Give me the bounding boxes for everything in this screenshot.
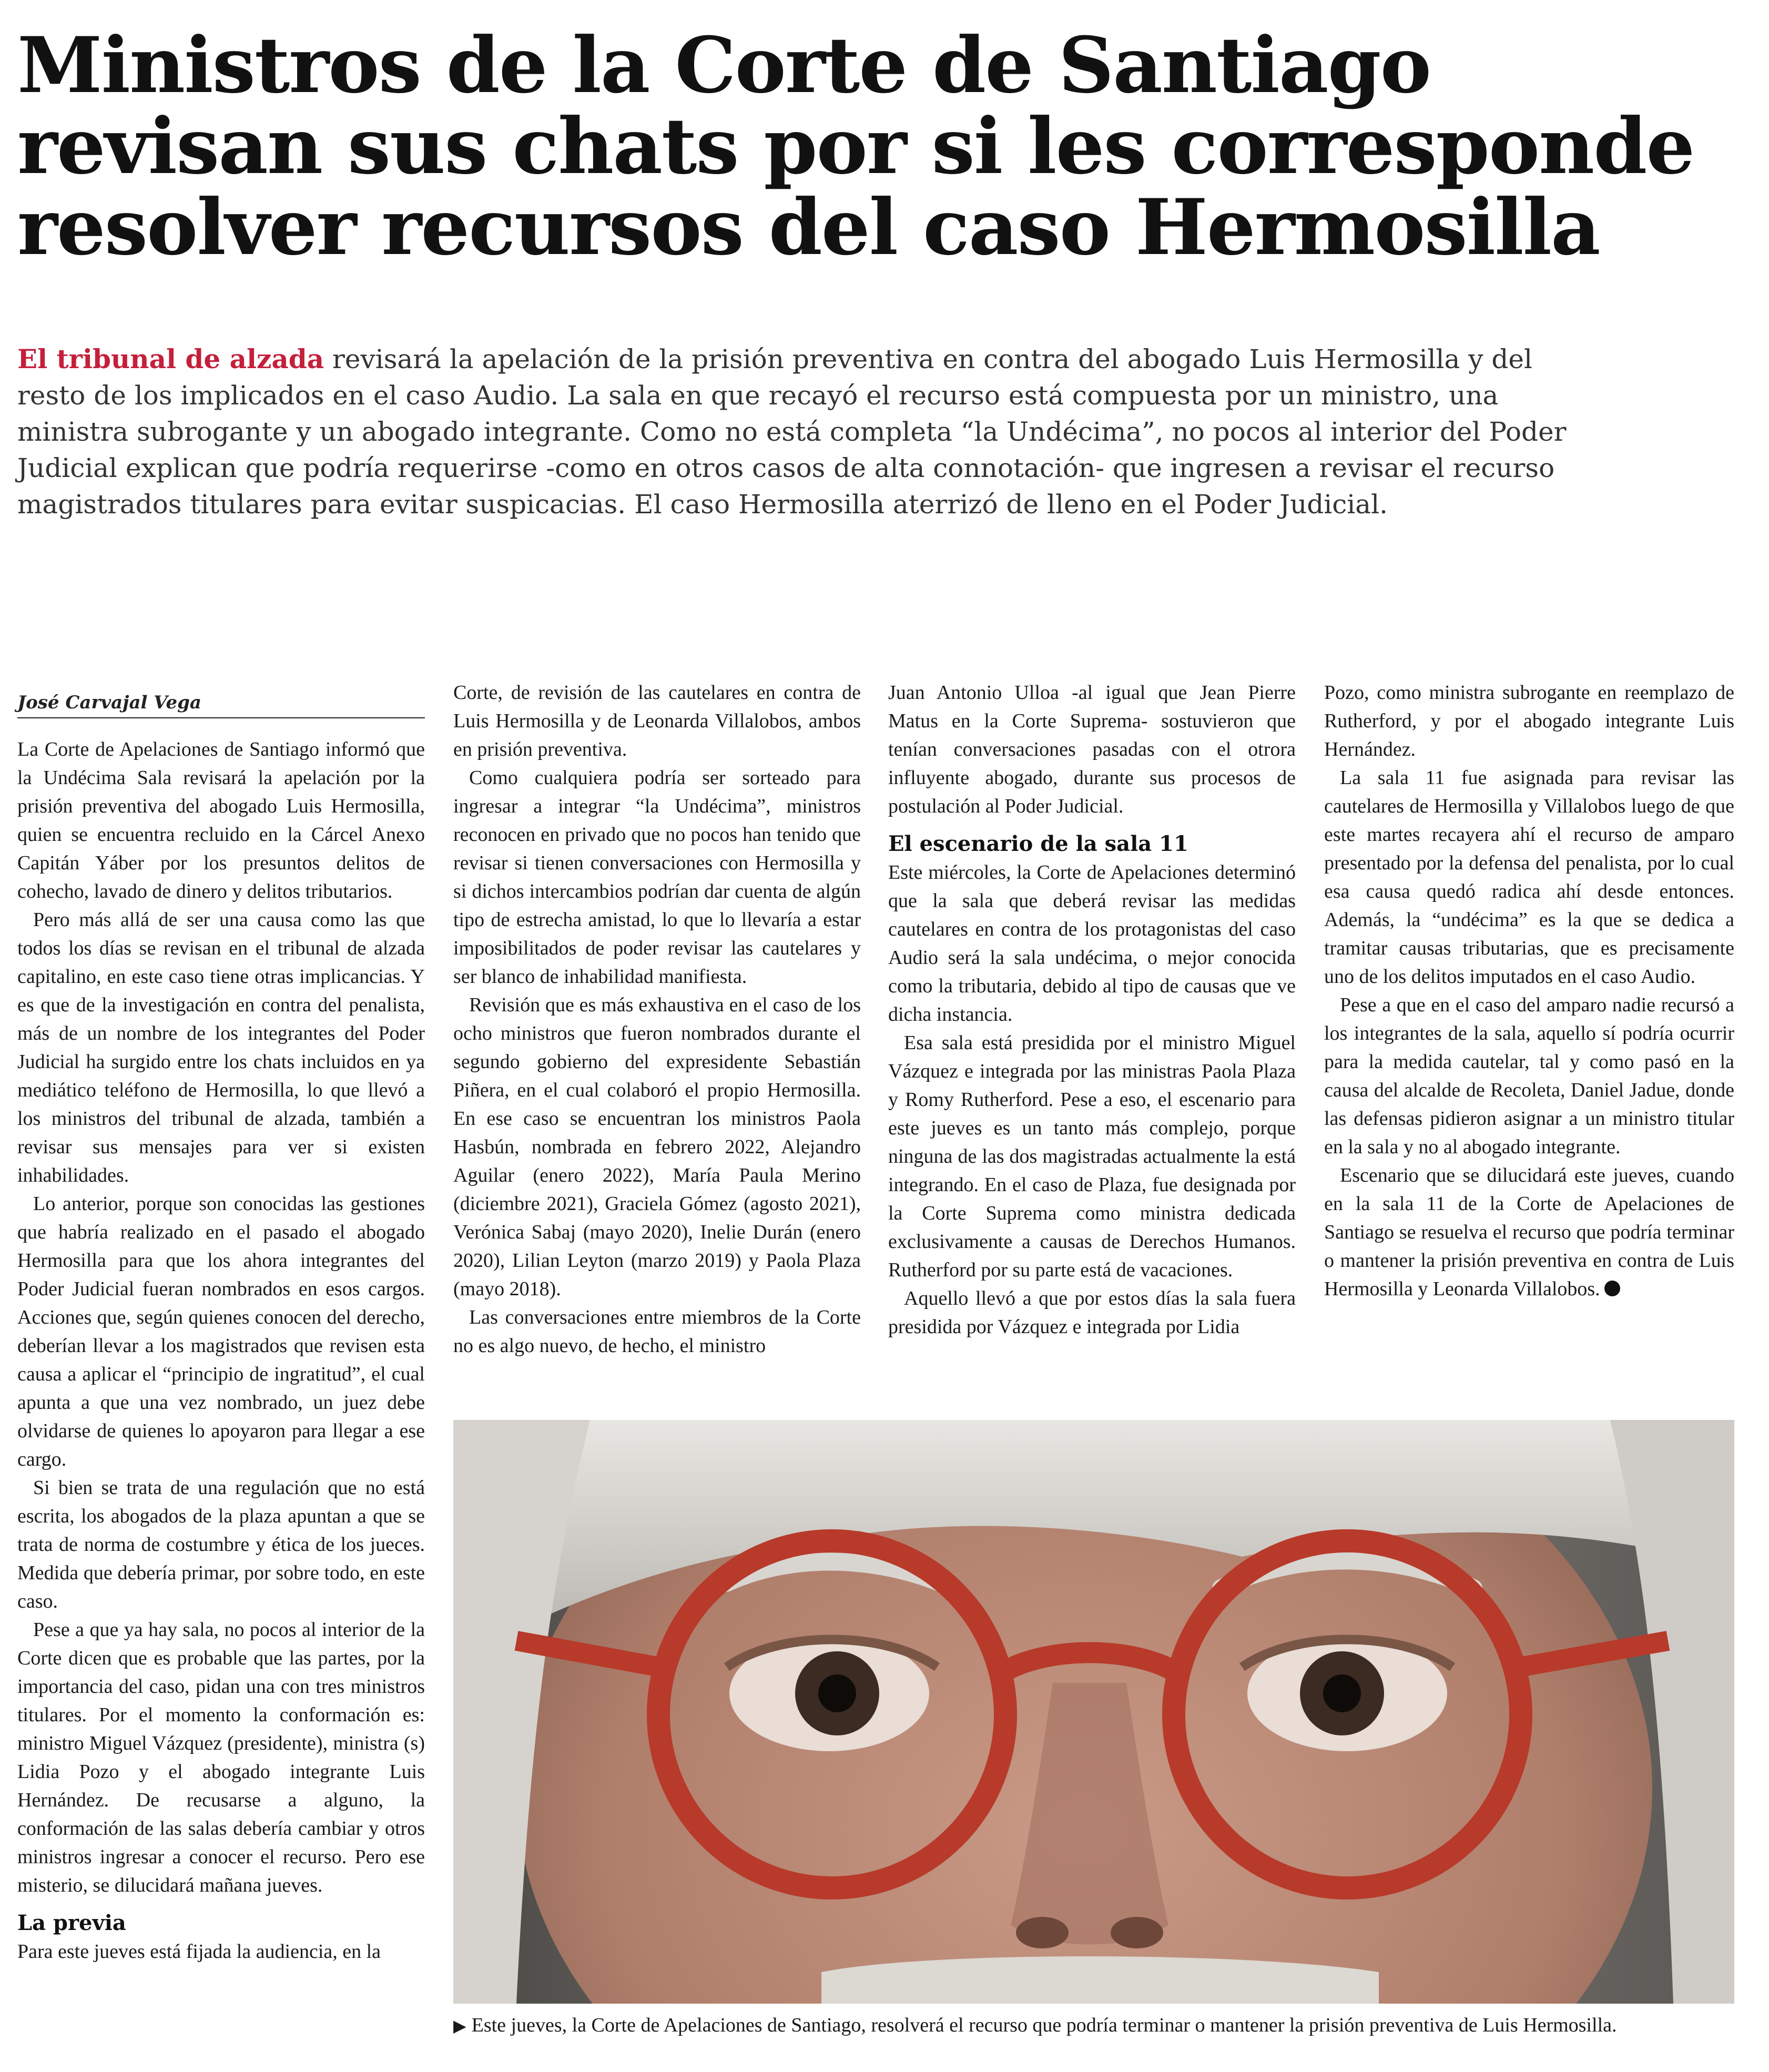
- paragraph: Este miércoles, la Corte de Apelaciones determinó que la sala que deberá revisar las medidas cautelares en contra de los protagonistas del caso Audio será la sala undécima, o mejor conocida como la tributaria, debido al tipo de causas que ve dicha instancia.: [888, 861, 1296, 1025]
- paragraph: Pese a que en el caso del amparo nadie recursó a los integrantes de la sala, aquello sí podría ocurrir para la medida cautelar, tal y como pasó en la causa del alcalde de Recoleta, Daniel Jadue, donde las defensas pidieron asignar a un ministro titular en la sala y no al abogado integrante.: [1324, 994, 1734, 1158]
- column-3: [888, 678, 1296, 1341]
- paragraph: Pero más allá de ser una causa como las que todos los días se revisan en el tribunal de alzada capitalino, en este caso tiene otras implicancias. Y es que de la investigación en contra del penalista, más de un nombre de los integrantes del Poder Judicial ha surgido entre los chats incluidos en ya mediático teléfono de Hermosilla, lo que llevó a los ministros del tribunal de alzada, también a revisar sus mensajes para ver si existen inhabilidades.: [17, 909, 425, 1186]
- paragraph: Pozo, como ministra subrogante en reemplazo de Rutherford, y por el abogado integrante Luis Hernández.: [1324, 682, 1734, 760]
- paragraph: La Corte de Apelaciones de Santiago informó que la Undécima Sala revisará la apelación por la prisión preventiva del abogado Luis Hermosilla, quien se encuentra recluido en la Cárcel Anexo Capitán Yáber por los presuntos delitos de cohecho, lavado de dinero y delitos tributarios.: [17, 738, 425, 902]
- end-of-article-icon: [1604, 1281, 1620, 1296]
- paragraph: [1324, 1161, 1734, 1303]
- caption-arrow-icon: ▶: [453, 2016, 466, 2035]
- column-1: [17, 735, 425, 1966]
- headline: Ministros de la Corte de Santiago revisan sus chats por si les corresponde resolver recursos del caso Hermosilla: [17, 21, 1694, 272]
- caption-text: Este jueves, la Corte de Apelaciones de Santiago, resolverá el recurso que podría terminar o mantener la prisión preventiva de Luis Hermosilla.: [471, 2014, 1617, 2036]
- paragraph: Pese a que ya hay sala, no pocos al interior de la Corte dicen que es probable que las partes, por la importancia del caso, pidan una con tres ministros titulares. Por el momento la conformación es: ministro Miguel Vázquez (presidente), ministra (s) Lidia Pozo y el abogado integrante Luis Hernández. De recusarse a alguno, la conformación de las salas debería cambiar y otros ministros ingresar a conocer el recurso. Pero ese misterio, se dilucidará mañana jueves.: [17, 1619, 425, 1896]
- lead-paragraph: [17, 341, 1595, 523]
- lead-text: revisará la apelación de la prisión preventiva en contra del abogado Luis Hermosilla y del resto de los implicados en el caso Audio. La sala en que recayó el recurso está compuesta por un ministro, una ministra subrogante y un abogado integrante. Como no está completa “la Undécima”, no pocos al interior del Poder Judicial explican que podría requerirse -como en otros casos de alta connotación- que ingresen a revisar el recurso magistrados titulares para evitar suspicacias. El caso Hermosilla aterrizó de lleno en el Poder Judicial.: [17, 344, 1567, 520]
- column-2: [453, 678, 861, 1360]
- paragraph: Si bien se trata de una regulación que no está escrita, los abogados de la plaza apuntan a que se trata de norma de costumbre y ética de los jueces. Medida que debería primar, por sobre todo, en este caso.: [17, 1477, 425, 1612]
- paragraph: Aquello llevó a que por estos días la sala fuera presidida por Vázquez e integrada por Lidia: [888, 1287, 1296, 1338]
- paragraph: Corte, de revisión de las cautelares en contra de Luis Hermosilla y de Leonarda Villalobos, ambos en prisión preventiva.: [453, 682, 861, 760]
- byline: José Carvajal Vega: [17, 690, 425, 718]
- subheading-escenario: El escenario de la sala 11: [888, 831, 1188, 856]
- paragraph: Lo anterior, porque son conocidas las gestiones que habría realizado en el pasado el abogado Hermosilla para que los ahora integrantes del Poder Judicial fueran nombrados en esos cargos. Acciones que, según quienes conocen del derecho, deberían llevar a los magistrados que revisen esta causa a aplicar el “principio de ingratitud”, el cual apunta a que una vez nombrado, un juez debe olvidarse de quienes lo apoyaron para llegar a ese cargo.: [17, 1193, 425, 1470]
- paragraph: Esa sala está presidida por el ministro Miguel Vázquez e integrada por las ministras Paola Plaza y Romy Rutherford. Pese a eso, el escenario para este jueves es un tanto más complejo, porque ninguna de las dos magistradas actualmente la está integrando. En el caso de Plaza, fue designada por la Corte Suprema como ministra dedicada exclusivamente a causas de Derechos Humanos. Rutherford por su parte está de vacaciones.: [888, 1032, 1296, 1281]
- subheading-la-previa: La previa: [17, 1911, 126, 1935]
- paragraph: Para este jueves está fijada la audiencia, en la: [17, 1941, 381, 1963]
- paragraph: Como cualquiera podría ser sorteado para ingresar a integrar “la Undécima”, ministros reconocen en privado que no pocos han tenido que revisar si tienen conversaciones con Hermosilla y si dichos intercambios podrían dar cuenta de algún tipo de estrecha amistad, lo que lo llevaría a estar imposibilitados de poder revisar las cautelares y ser blanco de inhabilidad manifiesta.: [453, 767, 861, 988]
- lead-kicker: El tribunal de alzada: [17, 343, 324, 374]
- paragraph: Las conversaciones entre miembros de la Corte no es algo nuevo, de hecho, el ministro: [453, 1306, 861, 1357]
- paragraph: Revisión que es más exhaustiva en el caso de los ocho ministros que fueron nombrados durante el segundo gobierno del expresidente Sebastián Piñera, en el cual colaboró el propio Hermosilla. En ese caso se encuentran los ministros Paola Hasbún, nombrada en febrero 2022, Alejandro Aguilar (enero 2022), María Paula Merino (diciembre 2021), Graciela Gómez (agosto 2021), Verónica Sabaj (mayo 2020), Inelie Durán (enero 2020), Lilian Leyton (marzo 2019) y Paola Plaza (mayo 2018).: [453, 994, 861, 1300]
- paragraph: La sala 11 fue asignada para revisar las cautelares de Hermosilla y Villalobos luego de que este martes recayera ahí el recurso de amparo presentado por la defensa del penalista, por lo cual esa causa quedó radica ahí desde entonces. Además, la “undécima” es la que se dedica a tramitar causas tributarias, que es precisamente uno de los delitos imputados en el caso Audio.: [1324, 767, 1734, 988]
- paragraph: Juan Antonio Ulloa -al igual que Jean Pierre Matus en la Corte Suprema- sostuvieron que tenían conversaciones pasadas con el otrora influyente abogado, durante sus procesos de postulación al Poder Judicial.: [888, 682, 1296, 817]
- article-photo: [453, 1420, 1734, 2004]
- portrait-illustration: [453, 1420, 1734, 2004]
- photo-caption: [453, 2012, 1734, 2039]
- paragraph-text: Escenario que se dilucidará este jueves, cuando en la sala 11 de la Corte de Apelaciones de Santiago se resuelva el recurso que podría terminar o mantener la prisión preventiva en contra de Luis Hermosilla y Leonarda Villalobos.: [1324, 1164, 1734, 1300]
- column-4: [1324, 678, 1734, 1303]
